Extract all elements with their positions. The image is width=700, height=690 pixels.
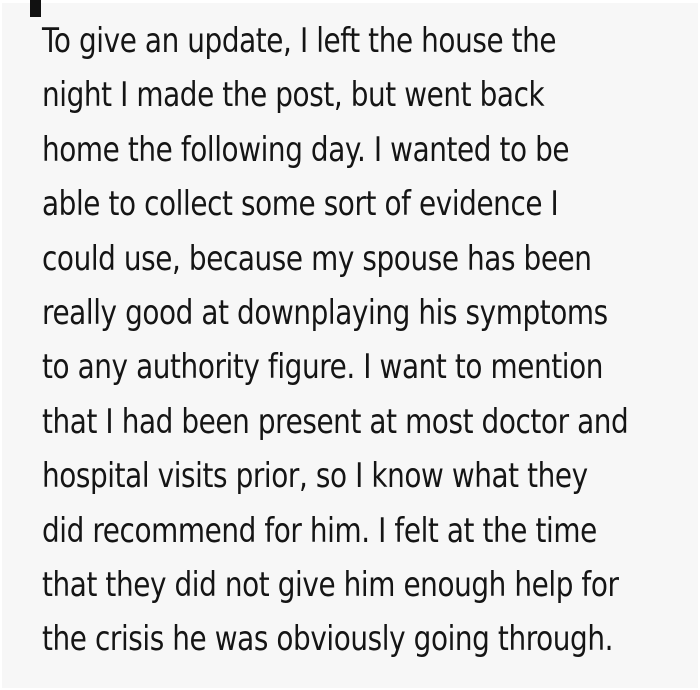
quote-text xyxy=(42,14,692,667)
quote-line: really good at downplaying his symptoms xyxy=(42,293,608,334)
quote-line: to any authority figure. I want to mention xyxy=(42,347,603,388)
quote-line: hospital visits prior, so I know what they xyxy=(42,456,588,497)
quote-line: could use, because my spouse has been xyxy=(42,238,592,279)
quote-line: To give an update, I left the house the xyxy=(42,21,557,61)
quote-line: night I made the post, but went back xyxy=(42,75,545,116)
quote-line: home the following day. I wanted to be xyxy=(42,129,570,170)
quote-line: that I had been present at most doctor and xyxy=(42,401,629,442)
quote-line: able to collect some sort of evidence I xyxy=(42,184,559,225)
quote-line: did recommend for him. I felt at the time xyxy=(42,510,597,551)
quote-line: the crisis he was obviously going through. xyxy=(42,619,614,660)
cropped-quote-bar xyxy=(30,0,41,17)
quote-line: that they did not give him enough help for xyxy=(42,565,619,606)
